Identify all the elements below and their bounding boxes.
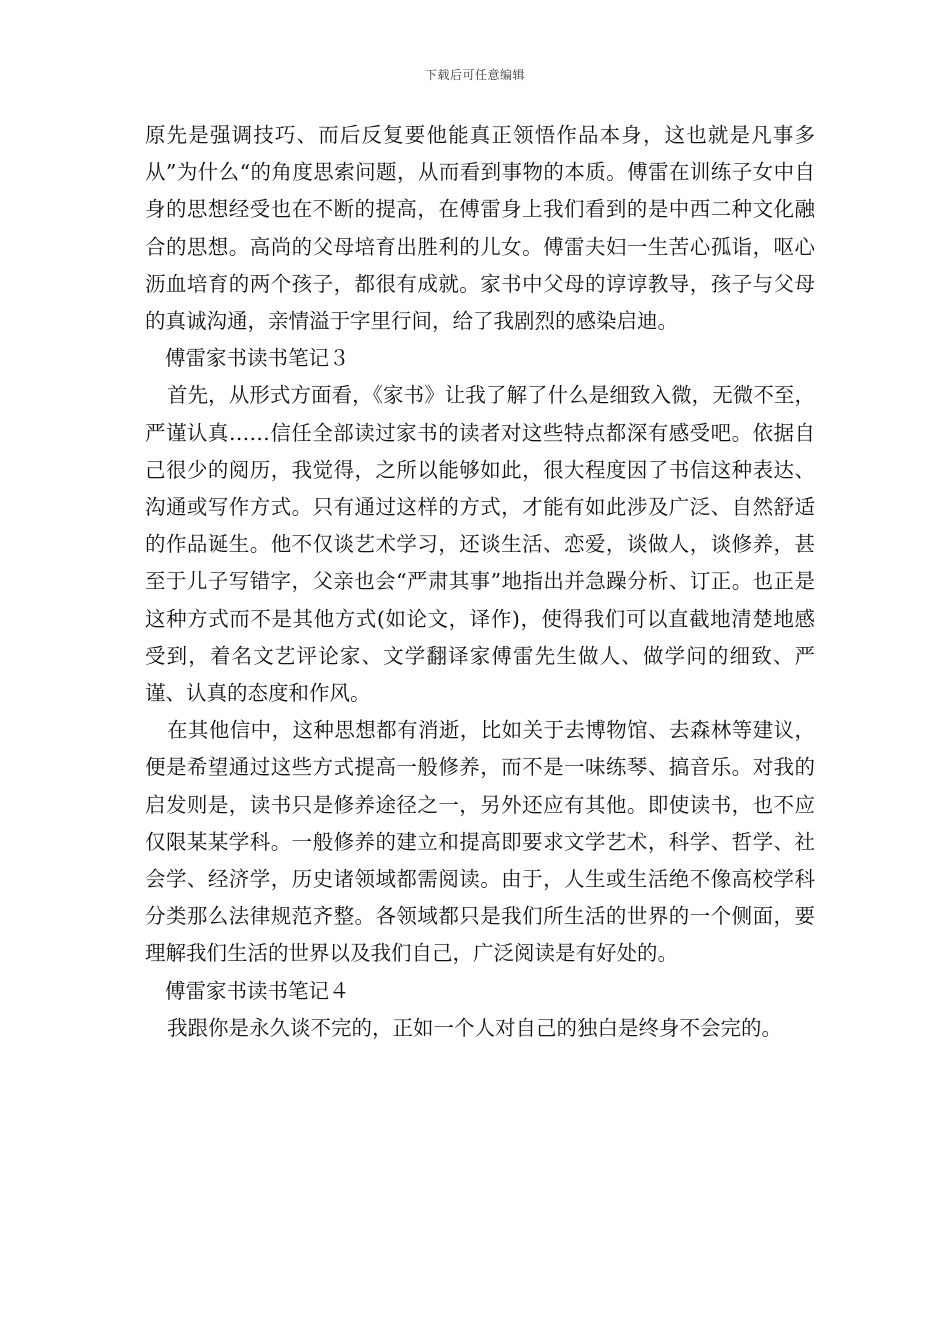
section-heading-4: 傅雷家书读书笔记４ bbox=[165, 978, 350, 1003]
document-body bbox=[145, 117, 815, 1047]
paragraph-3: 在其他信中，这种思想都有消逝，比如关于去博物馆、去森林等建议，便是希望通过这些方式提高一般修养，而不是一味练琴、搞音乐。对我的启发则是，读书只是修养途径之一，另外还应有其他。即使读书，也不应仅限某某学科。一般修养的建立和提高即要求文学艺术，科学、哲学、社会学、经济学，历史诸领域都需阅读。由于，人生或生活绝不像高校学科分类那么法律规范齐整。各领域都只是我们所生活的世界的一个侧面，要理解我们生活的世界以及我们自己，广泛阅读是有好处的。 bbox=[145, 718, 815, 966]
paragraph-2: 首先，从形式方面看，《家书》让我了解了什么是细致入微，无微不至，严谨认真……信任全部读过家书的读者对这些特点都深有感受吧。依据自己很少的阅历，我觉得，之所以能够如此，很大程度因了书信这种表达、沟通或写作方式。只有通过这样的方式，才能有如此涉及广泛、自然舒适的作品诞生。他不仅谈艺术学习，还谈生活、恋爱，谈做人，谈修养，甚至于儿子写错字，父亲也会“严肃其事”地指出并急躁分析、订正。也正是这种方式而不是其他方式(如论文，译作)，使得我们可以直截地清楚地感受到，着名文艺评论家、文学翻译家傅雷先生做人、做学问的细致、严谨、认真的态度和作风。 bbox=[145, 383, 815, 706]
page-header: 下载后可任意编辑 bbox=[424, 68, 525, 82]
paragraph-1: 原先是强调技巧、而后反复要他能真正领悟作品本身，这也就是凡事多从”为什么“的角度思索问题，从而看到事物的本质。傅雷在训练子女中自身的思想经受也在不断的提高，在傅雷身上我们看到的是中西二种文化融合的思想。高尚的父母培育出胜利的儿女。傅雷夫妇一生苦心孤诣，呕心沥血培育的两个孩子，都很有成就。家书中父母的谆谆教导，孩子与父母的真诚沟通，亲情溢于字里行间，给了我剧烈的感染启迪。 bbox=[145, 123, 815, 334]
paragraph-4: 我跟你是永久谈不完的，正如一个人对自己的独白是终身不会完的。 bbox=[167, 1015, 782, 1040]
section-heading-3: 傅雷家书读书笔记３ bbox=[165, 346, 350, 371]
